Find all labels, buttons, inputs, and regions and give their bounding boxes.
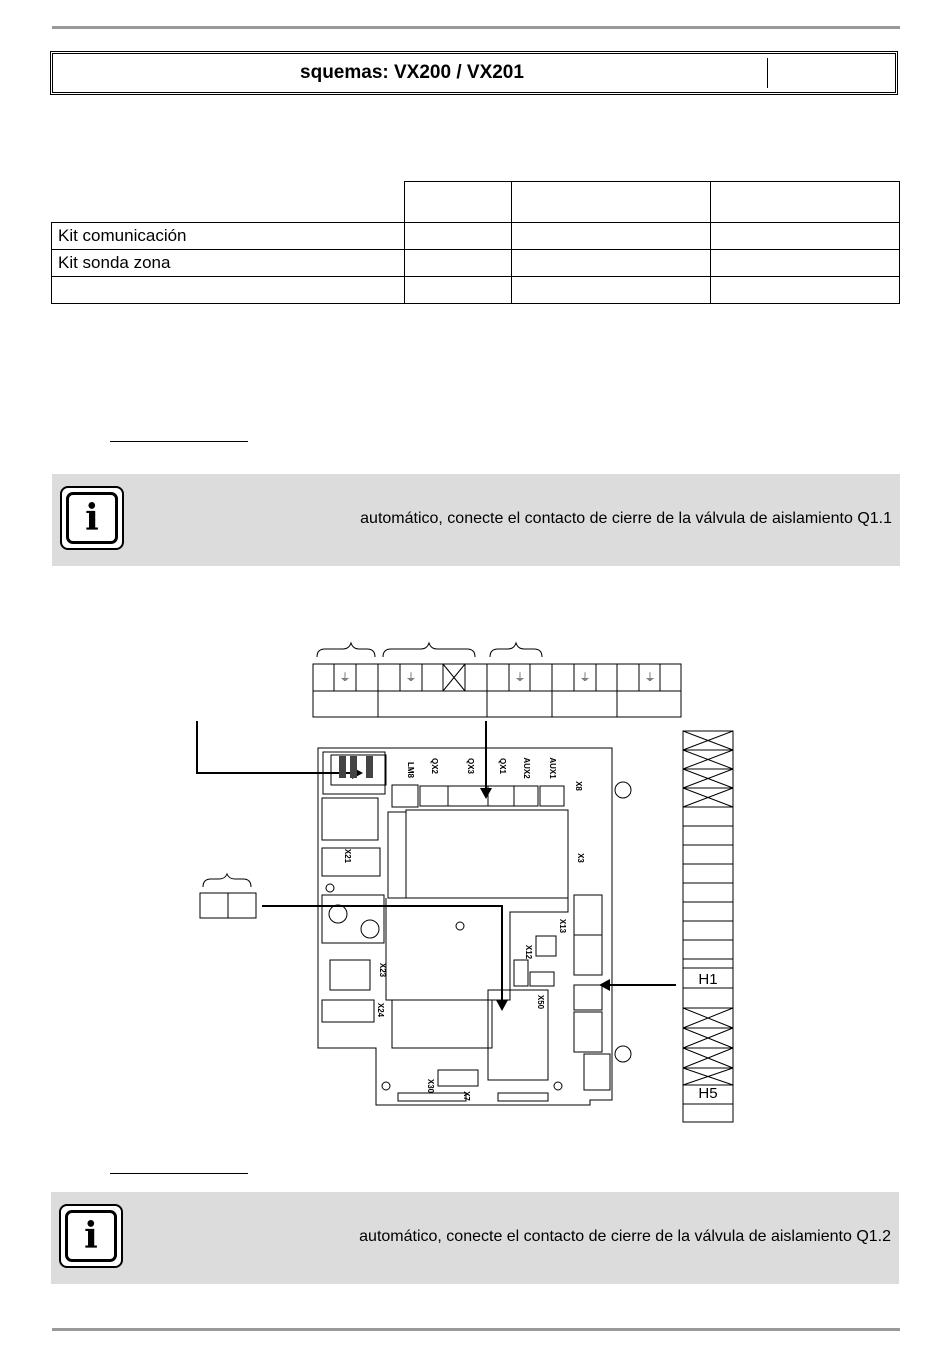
info-icon: i <box>60 486 124 550</box>
table-cell: Kit comunicación <box>52 223 405 250</box>
board-label: X13 <box>558 918 567 934</box>
svg-text:⏚: ⏚ <box>579 672 591 684</box>
info-icon: i <box>59 1204 123 1268</box>
board-label: QX2 <box>430 757 439 775</box>
svg-text:⏚: ⏚ <box>405 672 417 684</box>
board-label: X3 <box>576 853 585 863</box>
board-label: X12 <box>524 944 533 960</box>
board-label: X7 <box>462 1091 471 1101</box>
board-label: X30 <box>426 1078 435 1094</box>
terminal-label-h5: H5 <box>698 1085 718 1102</box>
board-label: X8 <box>574 781 583 791</box>
table-cell: Kit sonda zona <box>52 250 405 277</box>
board-label: AUX1 <box>548 757 557 779</box>
svg-text:⏚: ⏚ <box>644 672 656 684</box>
board-label: X50 <box>536 994 545 1010</box>
info-note-text: automático, conecte el contacto de cierre de la válvula de aislamiento Q1.2 <box>359 1228 891 1245</box>
board-label: X21 <box>343 848 352 864</box>
info-note-text: automático, conecte el contacto de cierre de la válvula de aislamiento Q1.1 <box>360 510 892 527</box>
terminal-label-h1: H1 <box>698 971 718 988</box>
board-label: X23 <box>378 962 387 978</box>
board-label: QX1 <box>498 757 507 775</box>
board-label: LM8 <box>406 762 415 778</box>
svg-text:⏚: ⏚ <box>514 672 526 684</box>
page-title: squemas: VX200 / VX201 <box>57 58 768 88</box>
svg-text:⏚: ⏚ <box>339 672 351 684</box>
board-label: X24 <box>376 1002 385 1018</box>
board-label: AUX2 <box>522 757 531 779</box>
board-label: QX3 <box>466 757 475 775</box>
